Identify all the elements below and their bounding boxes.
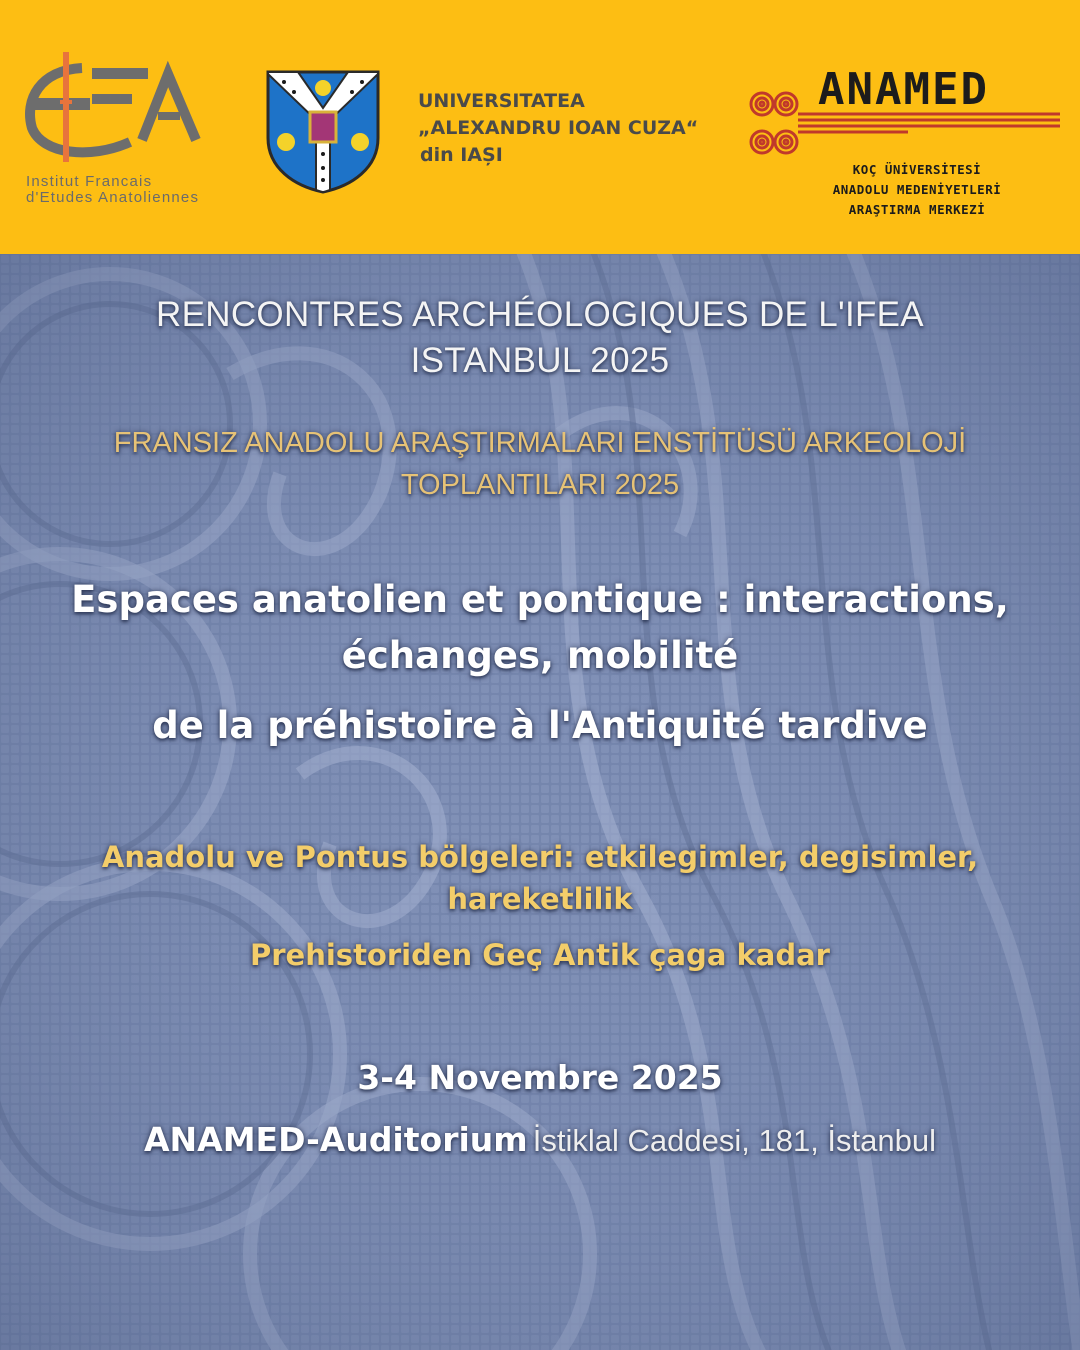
ifea-caption-line1: Institut Francais — [26, 173, 153, 190]
uaic-name-line2: „ALEXANDRU IOAN CUZA“ — [418, 117, 699, 139]
theme-subtitle-fr: de la préhistoire à l'Antiquité tardive — [152, 704, 928, 747]
series-title-fr — [0, 292, 1080, 384]
anamed-sub-line1: KOÇ ÜNİVERSİTESİ — [852, 162, 982, 177]
ifea-caption-line2: d'Etudes Anatoliennes — [26, 189, 200, 206]
event-dates: 3-4 Novembre 2025 — [357, 1058, 723, 1097]
event-location — [0, 1120, 1080, 1159]
event-details — [0, 254, 1080, 1350]
venue-name: ANAMED-Auditorium — [144, 1120, 528, 1159]
ifea-mark-icon — [20, 50, 220, 170]
uaic-name-line1: UNIVERSITATEA — [418, 90, 585, 112]
uaic-name-line3: din IAȘI — [420, 144, 503, 166]
anamed-logo — [748, 60, 1068, 217]
theme-title-tr: Anadolu ve Pontus bölgeleri: etkilegimler, degisimler, hareketlilik — [101, 840, 979, 916]
anamed-sub-line2: ANADOLU MEDENİYETLERİ — [832, 182, 1002, 197]
venue-address: İstiklal Caddesi, 181, İstanbul — [532, 1123, 936, 1158]
anamed-subtitle — [812, 160, 1022, 220]
uaic-shield-icon — [264, 68, 382, 194]
series-title-tr: FRANSIZ ANADOLU ARAŞTIRMALARI ENSTİTÜSÜ ARKEOLOJİ TOPLANTILARI 2025 — [113, 427, 967, 501]
anamed-sub-line3: ARAŞTIRMA MERKEZİ — [848, 202, 986, 217]
series-title-fr-line2: ISTANBUL 2025 — [410, 341, 670, 380]
theme-title-fr: Espaces anatolien et pontique : interactions, échanges, mobilité — [71, 578, 1009, 677]
theme-subtitle-tr: Prehistoriden Geç Antik çaga kadar — [250, 938, 830, 972]
uaic-name — [418, 88, 698, 169]
ifea-logo — [20, 50, 220, 220]
logo-header — [0, 0, 1080, 254]
ifea-caption — [26, 174, 199, 206]
series-title-fr-line1: RENCONTRES ARCHÉOLOGIQUES DE L'IFEA — [156, 295, 924, 334]
anamed-spiral-ornament-icon — [748, 90, 1064, 160]
anamed-title: ANAMED — [818, 64, 989, 115]
uaic-coat-of-arms — [264, 68, 382, 194]
